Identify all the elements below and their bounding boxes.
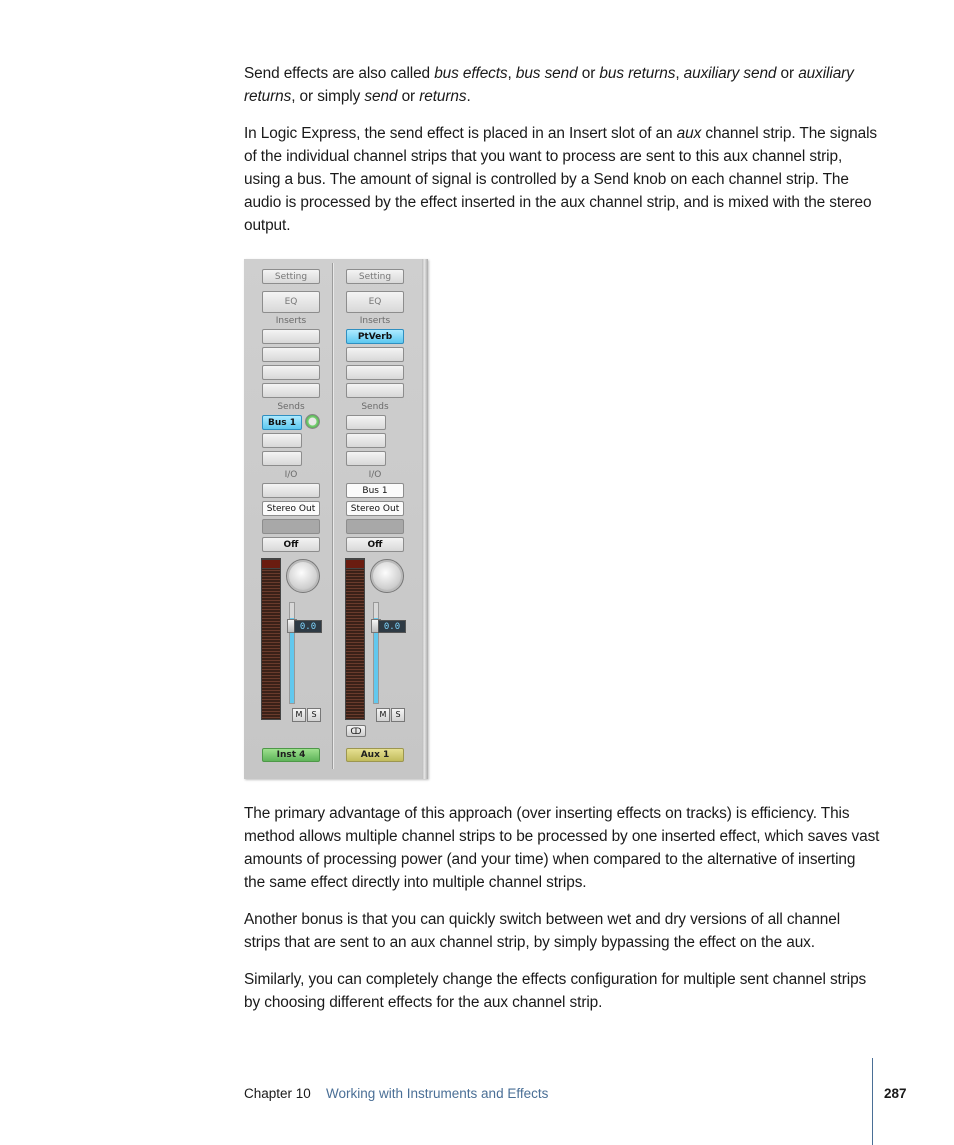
automation-mode-button[interactable]: Off (346, 537, 404, 552)
insert-slot-4[interactable] (262, 383, 320, 398)
send-slot-bus-1[interactable]: Bus 1 (262, 415, 302, 430)
mute-button[interactable]: M (292, 708, 306, 722)
io-label: I/O (284, 470, 298, 480)
footer-chapter: Chapter 10 (244, 1086, 311, 1101)
mixer-figure (244, 259, 428, 779)
group-slot[interactable] (346, 519, 404, 534)
output-slot[interactable]: Stereo Out (346, 501, 404, 516)
io-label: I/O (368, 470, 382, 480)
peak-indicator (261, 559, 281, 569)
insert-slot-2[interactable] (346, 347, 404, 362)
paragraph-similarly: Similarly, you can completely change the effects configuration for multiple sent channel strips by choosing different effects for the aux channel strip. (244, 971, 867, 1011)
channel-strip-aux-1 (334, 259, 418, 779)
channel-strip-inst-4 (244, 259, 328, 779)
send-slot-3[interactable] (346, 451, 386, 466)
sends-label: Sends (277, 402, 305, 412)
track-name-label[interactable]: Inst 4 (262, 748, 320, 762)
automation-mode-button[interactable]: Off (262, 537, 320, 552)
pan-knob[interactable] (286, 559, 320, 593)
insert-slot-3[interactable] (262, 365, 320, 380)
pan-knob[interactable] (370, 559, 404, 593)
send-slot-2[interactable] (346, 433, 386, 448)
inserts-label: Inserts (275, 316, 307, 326)
inserts-label: Inserts (359, 316, 391, 326)
input-slot[interactable] (262, 483, 320, 498)
peak-indicator (345, 559, 365, 569)
paragraph-send-effects-names: Send effects are also called bus effects, bus send or bus returns, auxiliary send or auxiliary returns, or simply send or returns. (244, 65, 854, 105)
level-meter (345, 558, 365, 720)
insert-slot-4[interactable] (346, 383, 404, 398)
stereo-link-icon[interactable]: ↀ (346, 725, 366, 737)
track-name-label[interactable]: Aux 1 (346, 748, 404, 762)
volume-readout: 0.0 (378, 620, 406, 633)
volume-readout: 0.0 (294, 620, 322, 633)
footer-chapter-title: Working with Instruments and Effects (326, 1086, 549, 1101)
input-slot-bus-1[interactable]: Bus 1 (346, 483, 404, 498)
eq-button[interactable]: EQ (262, 291, 320, 313)
group-slot[interactable] (262, 519, 320, 534)
sends-label: Sends (361, 402, 389, 412)
output-slot[interactable]: Stereo Out (262, 501, 320, 516)
paragraph-advantage: The primary advantage of this approach (over inserting effects on tracks) is efficiency. This method allows multiple channel strips to be processed by one inserted effect, which saves vast amounts of processing power (and your time) when compared to the alternative of inserting the same effect directly into multiple channel strips. (244, 805, 880, 891)
mute-button[interactable]: M (376, 708, 390, 722)
insert-slot-2[interactable] (262, 347, 320, 362)
setting-button[interactable]: Setting (262, 269, 320, 284)
insert-slot-3[interactable] (346, 365, 404, 380)
page-number: 287 (884, 1086, 907, 1101)
send-slot-1[interactable] (346, 415, 386, 430)
eq-button[interactable]: EQ (346, 291, 404, 313)
insert-slot-1[interactable] (262, 329, 320, 344)
setting-button[interactable]: Setting (346, 269, 404, 284)
send-level-knob[interactable] (305, 414, 320, 429)
solo-button[interactable]: S (307, 708, 321, 722)
paragraph-aux-explanation: In Logic Express, the send effect is placed in an Insert slot of an aux channel strip. The signals of the individual channel strips that you want to process are sent to this aux channel strip, using a bus. The amount of signal is controlled by a Send knob on each channel strip. The audio is processed by the effect inserted in the aux channel strip, and is mixed with the stereo output. (244, 125, 878, 234)
mixer-edge (422, 259, 428, 779)
footer-divider (872, 1058, 873, 1145)
send-slot-3[interactable] (262, 451, 302, 466)
level-meter (261, 558, 281, 720)
send-slot-2[interactable] (262, 433, 302, 448)
insert-slot-ptverb[interactable]: PtVerb (346, 329, 404, 344)
solo-button[interactable]: S (391, 708, 405, 722)
paragraph-bonus: Another bonus is that you can quickly switch between wet and dry versions of all channel strips that are sent to an aux channel strip, by simply bypassing the effect on the aux. (244, 911, 841, 951)
